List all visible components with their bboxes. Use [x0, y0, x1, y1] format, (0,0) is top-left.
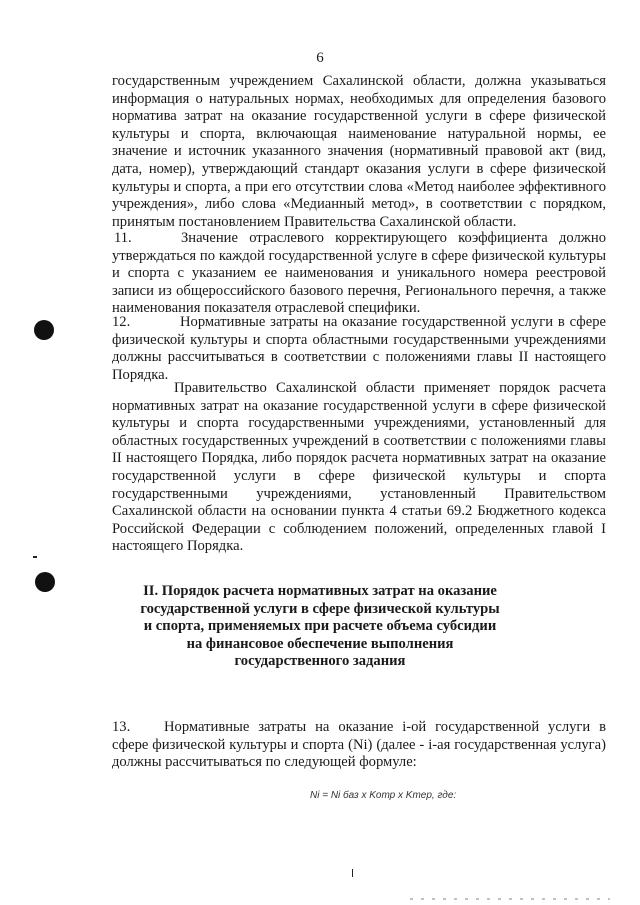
- paragraph-11-number: 11.: [114, 230, 132, 246]
- paragraph-12-text: Нормативные затраты на оказание государственной услуги в сфере физической культуры и спорта областными государственными учреждениями должны рассчитываться в соответствии с положениями главы II настоящего Порядка.: [112, 314, 606, 383]
- paragraph-13: [112, 719, 606, 772]
- section-title-line: государственной услуги в сфере физической культуры: [140, 600, 500, 617]
- formula: Ni = Ni баз x Kотр x Kтер, где:: [310, 790, 457, 801]
- scan-speck: [33, 556, 37, 558]
- paragraph-continuation: [112, 73, 606, 231]
- section-title-line: государственного задания: [234, 653, 406, 670]
- paragraph-government-text: Правительство Сахалинской области применяет порядок расчета нормативных затрат на оказание государственной услуги в сфере физической культуры и спорта государственными учреждениями, установленный для областных государственных учреждений в соответствии с положениями главы II настоящего Порядка, либо порядок расчета нормативных затрат на оказание государственной услуги в сфере физической культуры и спорта государственными учреждениями, установленный Правительством Сахалинской области на основании пункта 4 статьи 69.2 Бюджетного кодекса Российской Федерации с соблюдением положений, определенных главой I настоящего Порядка.: [112, 380, 606, 555]
- paragraph-government: [112, 380, 606, 556]
- paragraph-12-number: 12.: [112, 314, 131, 330]
- punch-hole: [34, 320, 54, 340]
- scan-noise: [410, 898, 610, 900]
- paragraph-13-number: 13.: [112, 719, 131, 735]
- paragraph-13-text: Нормативные затраты на оказание i-ой государственной услуги в сфере физической культуры и спорта (Ni) (далее - i-ая государственная услуга) должны рассчитываться по следующей формуле:: [112, 719, 606, 771]
- paragraph-11: [112, 230, 606, 318]
- section-title-line: и спорта, применяемых при расчете объема субсидии: [143, 618, 497, 635]
- paragraph-12: [112, 314, 606, 384]
- page-number: 6: [316, 50, 324, 66]
- scan-speck: [352, 869, 353, 877]
- section-title: [0, 583, 640, 671]
- paragraph-11-text: Значение отраслевого корректирующего коэффициента должно утверждаться по каждой государственной услуге в сфере физической культуры и спорта с указанием ее наименования и уникального номера реестровой записи из общероссийского базового перечня, Регионального перечня, а также наименования показателя отраслевой специфики.: [112, 230, 606, 317]
- punch-hole: [35, 572, 55, 592]
- section-title-line: на финансовое обеспечение выполнения: [186, 635, 454, 652]
- paragraph-continuation-text: государственным учреждением Сахалинской области, должна указываться информация о натуральных нормах, необходимых для определения базового норматива затрат на оказание государственной услуги в сфере физической культуры и спорта, включающая наименование натуральной нормы, ее значение и источник указанного значения (нормативный правовой акт (вид, дата, номер), утверждающий стандарт оказания услуги в сфере физической культуры и спорта, а при его отсутствии слова «Метод наиболее эффективного учреждения», либо слова «Медианный метод», в соответствии с порядком, принятым постановлением Правительства Сахалинской области.: [112, 73, 606, 230]
- section-title-line: II. Порядок расчета нормативных затрат на оказание: [143, 583, 497, 599]
